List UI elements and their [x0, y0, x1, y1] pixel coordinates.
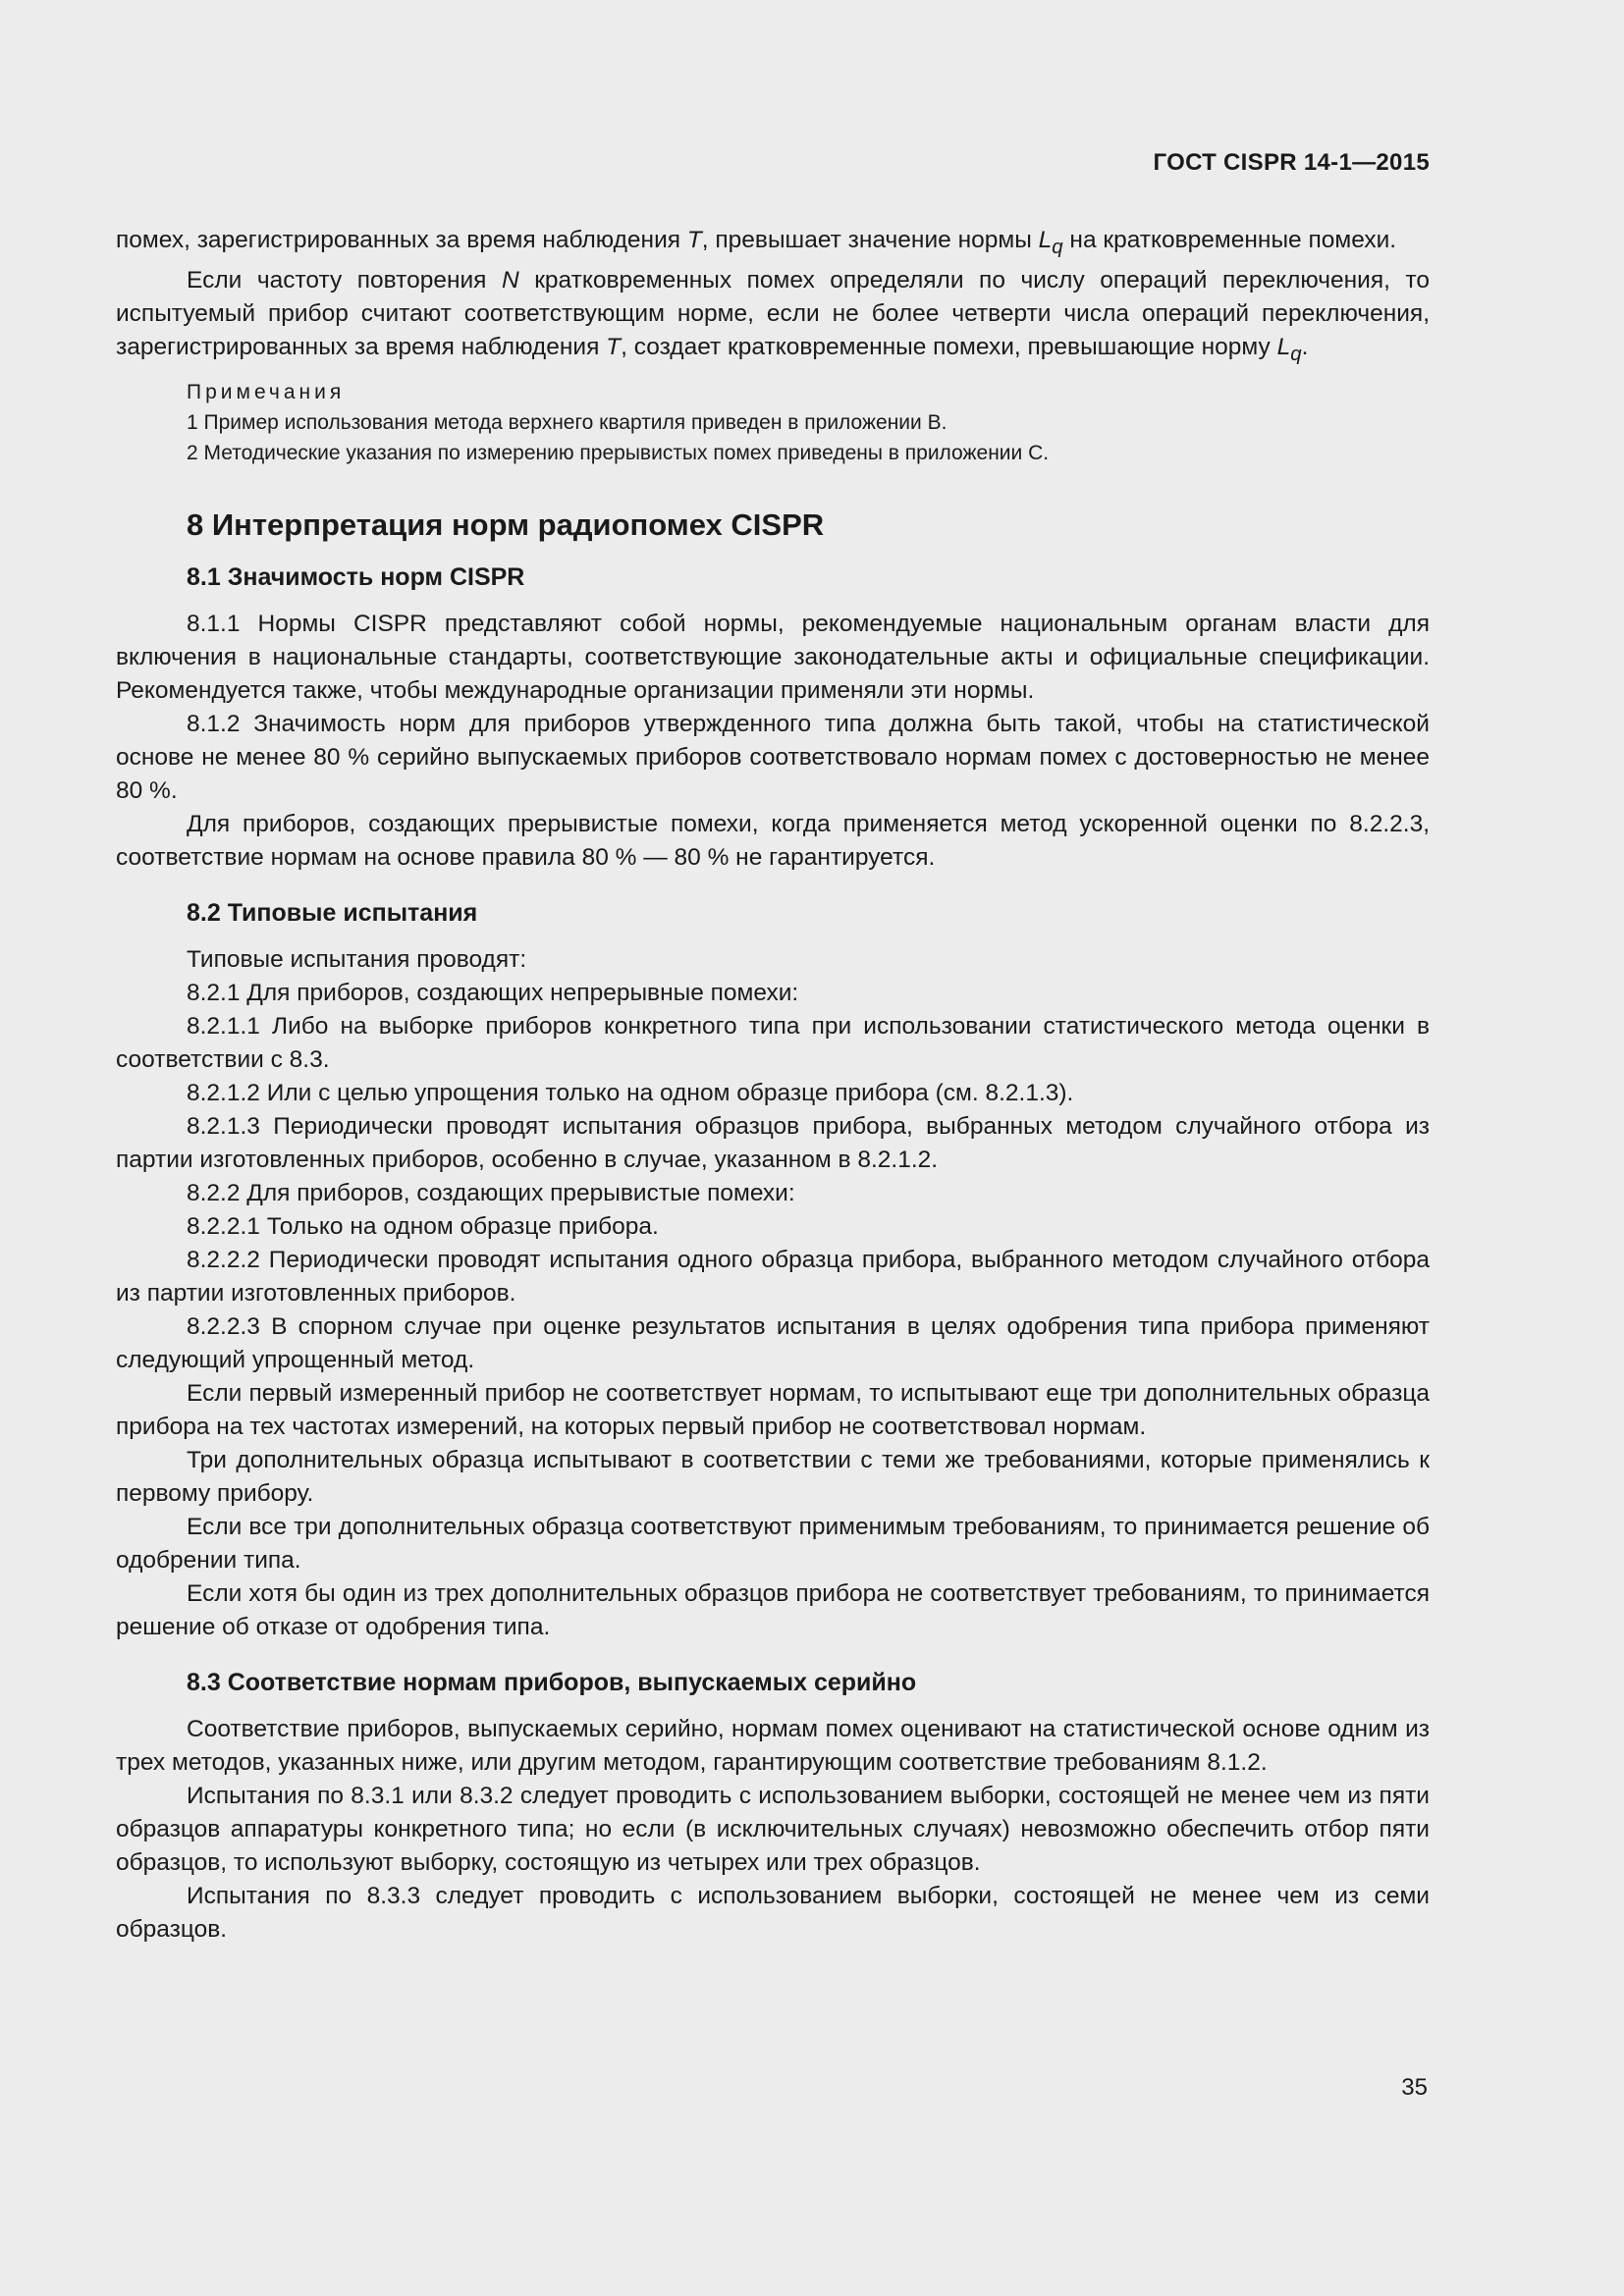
paragraph: Три дополнительных образца испытывают в соответствии с теми же требованиями, которые применялись к первому прибору.	[116, 1446, 1430, 1507]
paragraph: 8.2.1.3 Периодически проводят испытания образцов прибора, выбранных методом случайного отбора из партии изготовленных приборов, особенно в случае, указанном в 8.2.1.2.	[116, 1112, 1430, 1173]
paragraph: 8.2.2.3 В спорном случае при оценке результатов испытания в целях одобрения типа прибора применяют следующий упрощенный метод.	[116, 1312, 1430, 1373]
section-8-3-heading: 8.3 Соответствие нормам приборов, выпускаемых серийно	[187, 1668, 917, 1696]
paragraph: 8.1.2 Значимость норм для приборов утвержденного типа должна быть такой, чтобы на статистической основе не менее 80 % серийно выпускаемых приборов соответствовало нормам помех с достоверностью не менее 80 %.	[116, 710, 1430, 804]
paragraph: 8.1.1 Нормы CISPR представляют собой нормы, рекомендуемые национальным органам власти для включения в национальные стандарты, соответствующие законодательные акты и официальные спецификации. Рекомендуется также, чтобы международные организации применяли эти нормы.	[116, 610, 1430, 704]
page-content	[116, 224, 1430, 1947]
section-8-1-heading: 8.1 Значимость норм CISPR	[187, 562, 525, 591]
paragraph: Если все три дополнительных образца соответствуют применимым требованиям, то принимается решение об одобрении типа.	[116, 1513, 1430, 1574]
page-number: 35	[1401, 2074, 1428, 2101]
section-8-2-heading: 8.2 Типовые испытания	[187, 898, 478, 927]
note-item: 2 Методические указания по измерению прерывистых помех приведены в приложении С.	[187, 441, 1050, 464]
paragraph: 8.2.1.1 Либо на выборке приборов конкретного типа при использовании статистического метода оценки в соответствии с 8.3.	[116, 1012, 1430, 1073]
paragraph: Испытания по 8.3.3 следует проводить с использованием выборки, состоящей не менее чем из семи образцов.	[116, 1882, 1430, 1943]
paragraph: Для приборов, создающих прерывистые помехи, когда применяется метод ускоренной оценки по 8.2.2.3, соответствие нормам на основе правила 80 % — 80 % не гарантируется.	[116, 810, 1430, 871]
notes-title: Примечания	[187, 380, 346, 403]
paragraph: 8.2.2 Для приборов, создающих прерывистые помехи:	[187, 1179, 795, 1206]
note-item: 1 Пример использования метода верхнего квартиля приведен в приложении В.	[187, 410, 947, 434]
paragraph: 8.2.1.2 Или с целью упрощения только на одном образце прибора (см. 8.2.1.3).	[187, 1079, 1074, 1106]
paragraph: 8.2.2.1 Только на одном образце прибора.	[187, 1212, 659, 1240]
intro-paragraph-2: Если частоту повторения N кратковременных помех определяли по числу операций переключения, то испытуемый прибор считают соответствующим норме, если не более четверти числа операций переключения, зарегистрированных за время наблюдения T, создает кратковременные помехи, превышающие норму $L_q$.	[116, 266, 1430, 365]
paragraph: 8.2.2.2 Периодически проводят испытания одного образца прибора, выбранного методом случайного отбора из партии изготовленных приборов.	[116, 1246, 1430, 1307]
paragraph: 8.2.1 Для приборов, создающих непрерывные помехи:	[187, 979, 799, 1006]
paragraph: Типовые испытания проводят:	[187, 945, 527, 973]
intro-paragraph-1: помех, зарегистрированных за время наблюдения T, превышает значение нормы $L_q$ на кратковременные помехи.	[116, 227, 1397, 258]
notes-block	[116, 377, 1430, 468]
paragraph: Если первый измеренный прибор не соответствует нормам, то испытывают еще три дополнительных образца прибора на тех частотах измерений, на которых первый прибор не соответствовал нормам.	[116, 1379, 1430, 1440]
section-8-heading: 8 Интерпретация норм радиопомех CISPR	[187, 507, 825, 542]
paragraph: Соответствие приборов, выпускаемых серийно, нормам помех оценивают на статистической основе одним из трех методов, указанных ниже, или другим методом, гарантирующим соответствие требованиям 8.1.2.	[116, 1715, 1430, 1776]
document-header: ГОСТ CISPR 14-1—2015	[1153, 149, 1430, 176]
paragraph: Испытания по 8.3.1 или 8.3.2 следует проводить с использованием выборки, состоящей не менее чем из пяти образцов аппаратуры конкретного типа; но если (в исключительных случаях) невозможно обеспечить отбор пяти образцов, то используют выборку, состоящую из четырех или трех образцов.	[116, 1782, 1430, 1876]
paragraph: Если хотя бы один из трех дополнительных образцов прибора не соответствует требованиям, то принимается решение об отказе от одобрения типа.	[116, 1579, 1430, 1640]
